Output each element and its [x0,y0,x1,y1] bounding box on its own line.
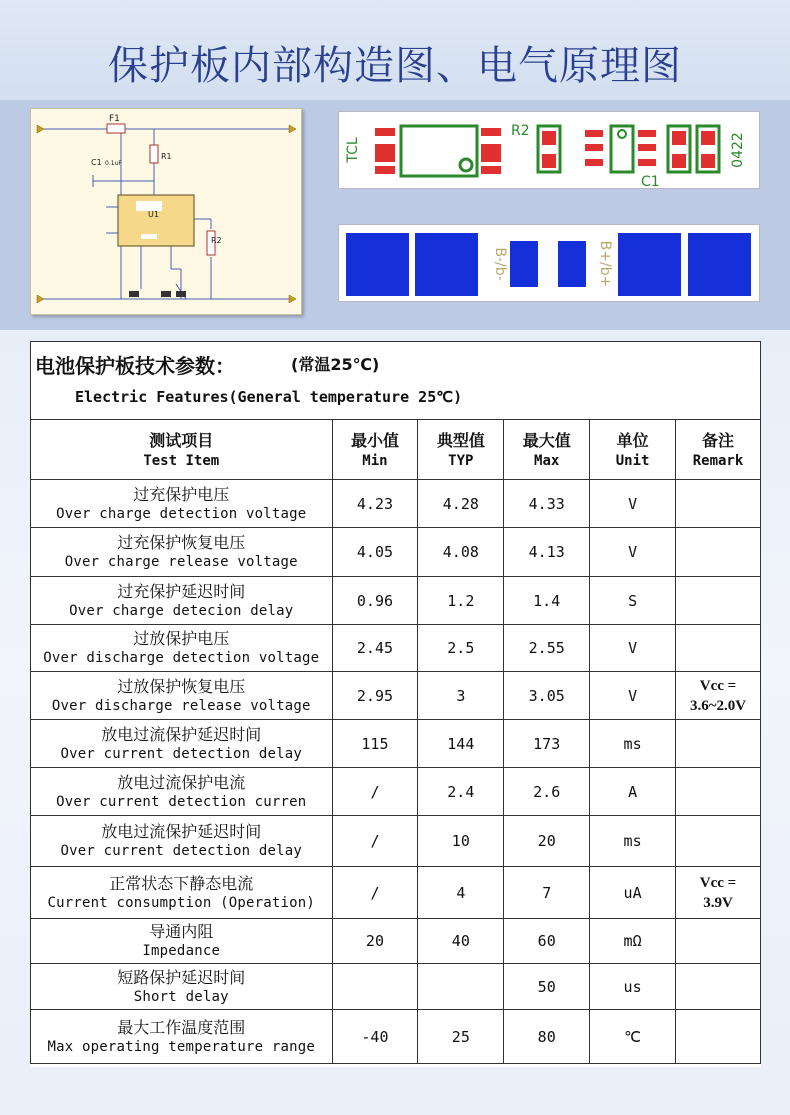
typ-cell: 3 [418,672,504,720]
typ-cell: 40 [418,919,504,964]
test-item-cell [31,720,333,768]
pcb-top-drawing [339,112,759,188]
schematic-label-r1: R1 [161,152,172,161]
typ-cell: 4.28 [418,480,504,528]
unit-cell: us [590,964,676,1010]
min-cell: 4.05 [332,528,418,577]
schematic-label-c1-value: 0.1uF [105,160,122,167]
unit-cell: V [590,625,676,672]
remark-cell [676,919,761,964]
pcb-label-b-plus: B+/b+ [597,240,613,288]
header-cell: 最大值 Max [504,420,590,480]
circuit-schematic [30,108,302,315]
params-title-zh: 电池保护板技术参数： [35,354,235,378]
max-cell: 1.4 [504,577,590,625]
unit-cell: ℃ [590,1010,676,1064]
params-heading [30,341,761,419]
test-item-zh: 过放保护恢复电压 [117,676,246,696]
test-item-cell [31,1010,333,1064]
test-item-en: Over discharge detection voltage [43,650,320,666]
test-item-cell [31,625,333,672]
max-cell: 7 [504,867,590,919]
min-cell [332,964,418,1010]
remark-cell [676,720,761,768]
pcb-top-layer [338,111,760,189]
test-item-en: Over current detection curren [56,793,307,810]
test-item-en: Over discharge release voltage [51,697,311,714]
typ-cell: 25 [418,1010,504,1064]
max-cell: 60 [504,919,590,964]
header-cell: 备注 Remark [676,420,761,480]
table-row [31,1010,761,1064]
typ-cell: 4 [418,867,504,919]
typ-cell: 2.5 [418,625,504,672]
min-cell: 0.96 [332,577,418,625]
remark-cell [676,625,761,672]
pcb-label-code: 0422 [730,132,746,168]
schematic-label-f1: F1 [109,114,120,124]
test-item-zh: 过放保护电压 [133,629,230,648]
unit-cell: uA [590,867,676,919]
test-item-zh: 过充保护延迟时间 [117,581,246,601]
min-cell: 2.45 [332,625,418,672]
table-row [31,816,761,867]
max-cell: 2.55 [504,625,590,672]
test-item-cell [31,919,333,964]
typ-cell [418,964,504,1010]
header-cell: 典型值 TYP [418,420,504,480]
test-item-zh: 短路保护延迟时间 [117,967,246,987]
test-item-zh: 过充保护电压 [133,484,230,504]
test-item-en: Over current detection delay [60,745,303,762]
test-item-cell [31,577,333,625]
schematic-label-u1: U1 [148,210,159,219]
unit-cell: ms [590,720,676,768]
table-row [31,919,761,964]
page-title: 保护板内部构造图、电气原理图 [108,43,682,89]
min-cell: / [332,816,418,867]
max-cell: 3.05 [504,672,590,720]
unit-cell: mΩ [590,919,676,964]
unit-cell: V [590,528,676,577]
test-item-cell [31,672,333,720]
pcb-label-r2: R2 [511,123,530,139]
min-cell: -40 [332,1010,418,1064]
test-item-en: Over charge detection voltage [56,505,307,522]
test-item-en: Current consumption (Operation) [47,894,315,911]
params-title-en: Electric Features(General temperature 25℃) [75,388,463,406]
test-item-cell [31,768,333,816]
remark-cell [676,816,761,867]
max-cell: 4.33 [504,480,590,528]
table-row [31,768,761,816]
max-cell: 173 [504,720,590,768]
min-cell: 2.95 [332,672,418,720]
table-header-row [31,420,761,480]
test-item-zh: 过充保护恢复电压 [117,533,246,552]
typ-cell: 10 [418,816,504,867]
spec-sheet [30,341,761,1067]
typ-cell: 2.4 [418,768,504,816]
spec-table [30,419,761,1064]
schematic-label-c1: C1 [91,158,102,167]
typ-cell: 144 [418,720,504,768]
min-cell: 4.23 [332,480,418,528]
test-item-zh: 正常状态下静态电流 [109,873,254,893]
min-cell: 115 [332,720,418,768]
header-cell: 最小值 Min [332,420,418,480]
remark-cell [676,768,761,816]
unit-cell: A [590,768,676,816]
test-item-cell [31,816,333,867]
header-cell: 测试项目 Test Item [31,420,333,480]
unit-cell: S [590,577,676,625]
test-item-zh: 最大工作温度范围 [117,1017,246,1037]
test-item-en: Over charge detecion delay [69,602,294,619]
test-item-en: Short delay [133,988,229,1005]
test-item-zh: 导通内阻 [149,922,214,941]
table-row [31,528,761,577]
schematic-drawing [31,109,301,314]
unit-cell: V [590,672,676,720]
test-item-en: Over current detection delay [60,843,303,859]
table-row [31,480,761,528]
test-item-zh: 放电过流保护延迟时间 [101,822,262,841]
remark-cell [676,964,761,1010]
remark-cell [676,480,761,528]
test-item-zh: 放电过流保护延迟时间 [101,724,262,744]
remark-cell [676,577,761,625]
remark-cell [676,672,761,720]
test-item-zh: 放电过流保护电流 [117,772,246,792]
header-cell: 单位 Unit [590,420,676,480]
remark-cell [676,867,761,919]
test-item-en: Over charge release voltage [64,554,298,570]
unit-cell: V [590,480,676,528]
remark-cell [676,1010,761,1064]
pcb-bottom-drawing [339,225,759,301]
pcb-bottom-layer [338,224,760,302]
pcb-label-c1: C1 [641,174,660,188]
remark-line-2: 3.9V [703,894,733,911]
min-cell: / [332,867,418,919]
test-item-en: Max operating temperature range [47,1038,315,1055]
table-row [31,672,761,720]
test-item-cell [31,964,333,1010]
params-title-note: (常温25℃) [291,355,380,374]
test-item-cell [31,480,333,528]
max-cell: 50 [504,964,590,1010]
remark-line-2: 3.6~2.0V [689,697,747,714]
unit-cell: ms [590,816,676,867]
min-cell: 20 [332,919,418,964]
typ-cell: 1.2 [418,577,504,625]
table-row [31,625,761,672]
test-item-cell [31,528,333,577]
remark-cell [676,528,761,577]
table-row [31,720,761,768]
typ-cell: 4.08 [418,528,504,577]
table-row [31,867,761,919]
remark-line-1: Vcc = [699,677,737,694]
max-cell: 20 [504,816,590,867]
remark-line-1: Vcc = [699,874,737,891]
max-cell: 80 [504,1010,590,1064]
table-row [31,964,761,1010]
test-item-cell [31,867,333,919]
min-cell: / [332,768,418,816]
pcb-label-tcl: TCL [345,137,361,163]
pcb-label-b-minus: B-/b- [492,247,508,281]
test-item-en: Impedance [142,943,221,959]
max-cell: 2.6 [504,768,590,816]
max-cell: 4.13 [504,528,590,577]
schematic-label-r2: R2 [211,236,222,245]
table-row [31,577,761,625]
